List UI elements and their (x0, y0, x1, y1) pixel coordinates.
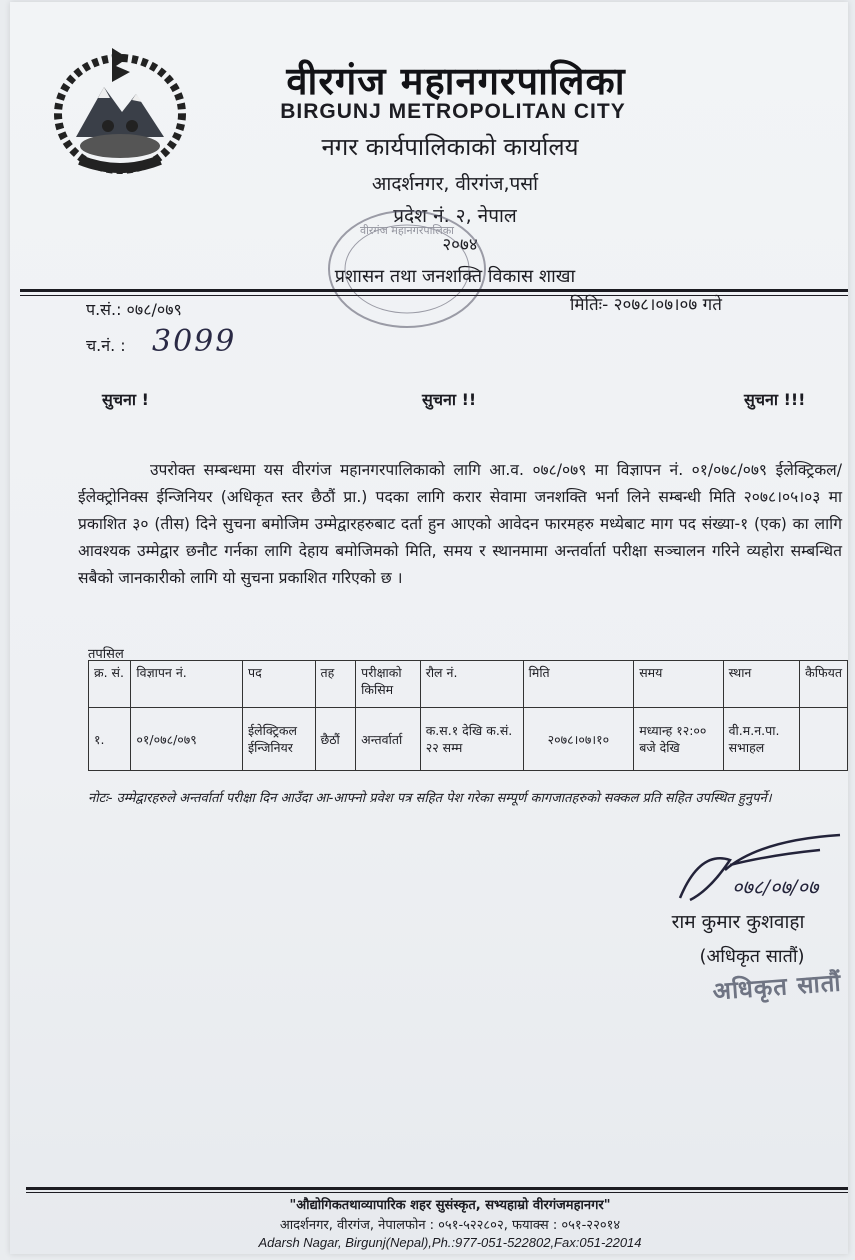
cell-level: छैठौं (315, 708, 356, 771)
col-header: परीक्षाको किसिम (356, 661, 421, 708)
established-year: २०७४ (442, 235, 478, 255)
notice-heading-1: सुचना ! (102, 390, 149, 409)
signatory-designation: (अधिकृत सातौं) (699, 946, 805, 967)
col-header: मिति (523, 661, 634, 708)
cell-exam-type: अन्तर्वार्ता (356, 708, 421, 771)
footer-slogan: "औद्योगिकतथाव्यापारिक शहर सुसंस्कृत, सभ्यहाम्रो वीरगंजमहानगर" (289, 1198, 611, 1213)
schedule-caption: तपसिल (88, 647, 124, 662)
cell-adv-no: ०१/०७८/०७९ (131, 708, 243, 771)
office-name: नगर कार्यपालिकाको कार्यालय (321, 133, 579, 161)
letter-date: मितिः- २०७८।०७।०७ गते (570, 295, 722, 315)
footer-divider (26, 1187, 848, 1190)
col-header: समय (634, 661, 723, 708)
col-header: रौल नं. (420, 661, 523, 708)
municipality-title-english: BIRGUNJ METROPOLITAN CITY (280, 100, 626, 123)
header-divider (20, 289, 848, 292)
reference-number: प.सं.: ०७८/०७९ (86, 300, 182, 319)
signature-scribble (670, 830, 848, 910)
municipality-title-nepali: वीरगंज महानगरपालिका (286, 59, 626, 103)
nepal-emblem-icon (46, 42, 194, 180)
chalani-label: च.नं. : (86, 336, 126, 355)
col-header: विज्ञापन नं. (131, 661, 243, 708)
header-divider-thin (20, 295, 848, 296)
table-row (89, 708, 848, 771)
office-address: आदर्शनगर, वीरगंज,पर्सा (371, 173, 539, 195)
notice-body (78, 457, 842, 592)
cell-time: मध्यान्ह १२:०० बजे देखि (634, 708, 723, 771)
stamp-text: वीरगंज महानगरपालिका (359, 224, 455, 237)
cell-sn: १. (89, 708, 131, 771)
signatory-name: राम कुमार कुशवाहा (671, 911, 805, 933)
col-header: पद (242, 661, 315, 708)
official-round-stamp (322, 204, 492, 334)
schedule-table (88, 660, 848, 771)
cell-post: ईलेक्ट्रिकल ईन्जिनियर (242, 708, 315, 771)
signature-date: ०७८/०७/०७ (732, 875, 819, 899)
col-header: क्र. सं. (89, 661, 131, 708)
footer-contact-nepali: आदर्शनगर, वीरगंज, नेपालफोन : ०५१-५२२८०२, फयाक्स : ०५१-२२०१४ (279, 1218, 621, 1233)
notice-heading-3: सुचना !!! (744, 390, 806, 409)
province: प्रदेश नं. २, नेपाल (393, 205, 517, 227)
cell-date: २०७८।०७।१० (523, 708, 634, 771)
footer-contact-english: Adarsh Nagar, Birgunj(Nepal),Ph.:977-051-522802,Fax:051-22014 (258, 1235, 642, 1250)
col-header: तह (315, 661, 356, 708)
col-header: स्थान (723, 661, 800, 708)
letter-sheet (10, 2, 848, 1254)
cell-roll: क.स.१ देखि क.सं. २२ सम्म (420, 708, 523, 771)
table-header-row (89, 661, 848, 708)
note-text: नोटः- उम्मेद्वारहरुले अन्तर्वार्ता परीक्षा दिन आउँदा आ-आफ्नो प्रवेश पत्र सहित पेश गरेका सम्पूर्ण कागजातहरुको सक्कल प्रति सहित उपस्थित हुनुपर्ने। (88, 791, 772, 806)
footer-divider-thin (26, 1192, 848, 1193)
chalani-number: 3099 (152, 324, 237, 359)
notice-heading-2: सुचना !! (422, 390, 477, 409)
notice-paragraph: उपरोक्त सम्बन्धमा यस वीरगंज महानगरपालिकाको लागि आ.व. ०७८/०७९ मा विज्ञापन नं. ०१/०७८/०७९ ईलेक्ट्रिकल/ईलेक्ट्रोनिक्स ईन्जिनियर (अधिकृत स्तर छैठौं प्रा.) पदका लागि करार सेवामा जनशक्ति भर्ना लिने सम्बन्धी मिति २०७८।०५।०३ मा प्रकाशित ३० (तीस) दिने सुचना बमोजिम उम्मेद्वारहरुबाट दर्ता हुन आएको आवेदन फारमहरु मध्येबाट माग पद संख्या-१ (एक) का लागि आवश्यक उम्मेद्वार छनौट गर्नका लागि देहाय बमोजिमको मिति, समय र स्थानमामा अन्तर्वार्ता परीक्षा सञ्चालन गरिने व्यहोरा सम्बन्धित सबैको जानकारीको लागि यो सुचना प्रकाशित गरिएको छ । (78, 461, 842, 587)
col-header: कैफियत (800, 661, 848, 708)
branch-name: प्रशासन तथा जनशक्ति विकास शाखा (334, 266, 576, 287)
cell-venue: वी.म.न.पा. सभाहल (723, 708, 800, 771)
cell-remarks (800, 708, 848, 771)
designation-stamp: अधिकृत सातौं (711, 968, 843, 1006)
